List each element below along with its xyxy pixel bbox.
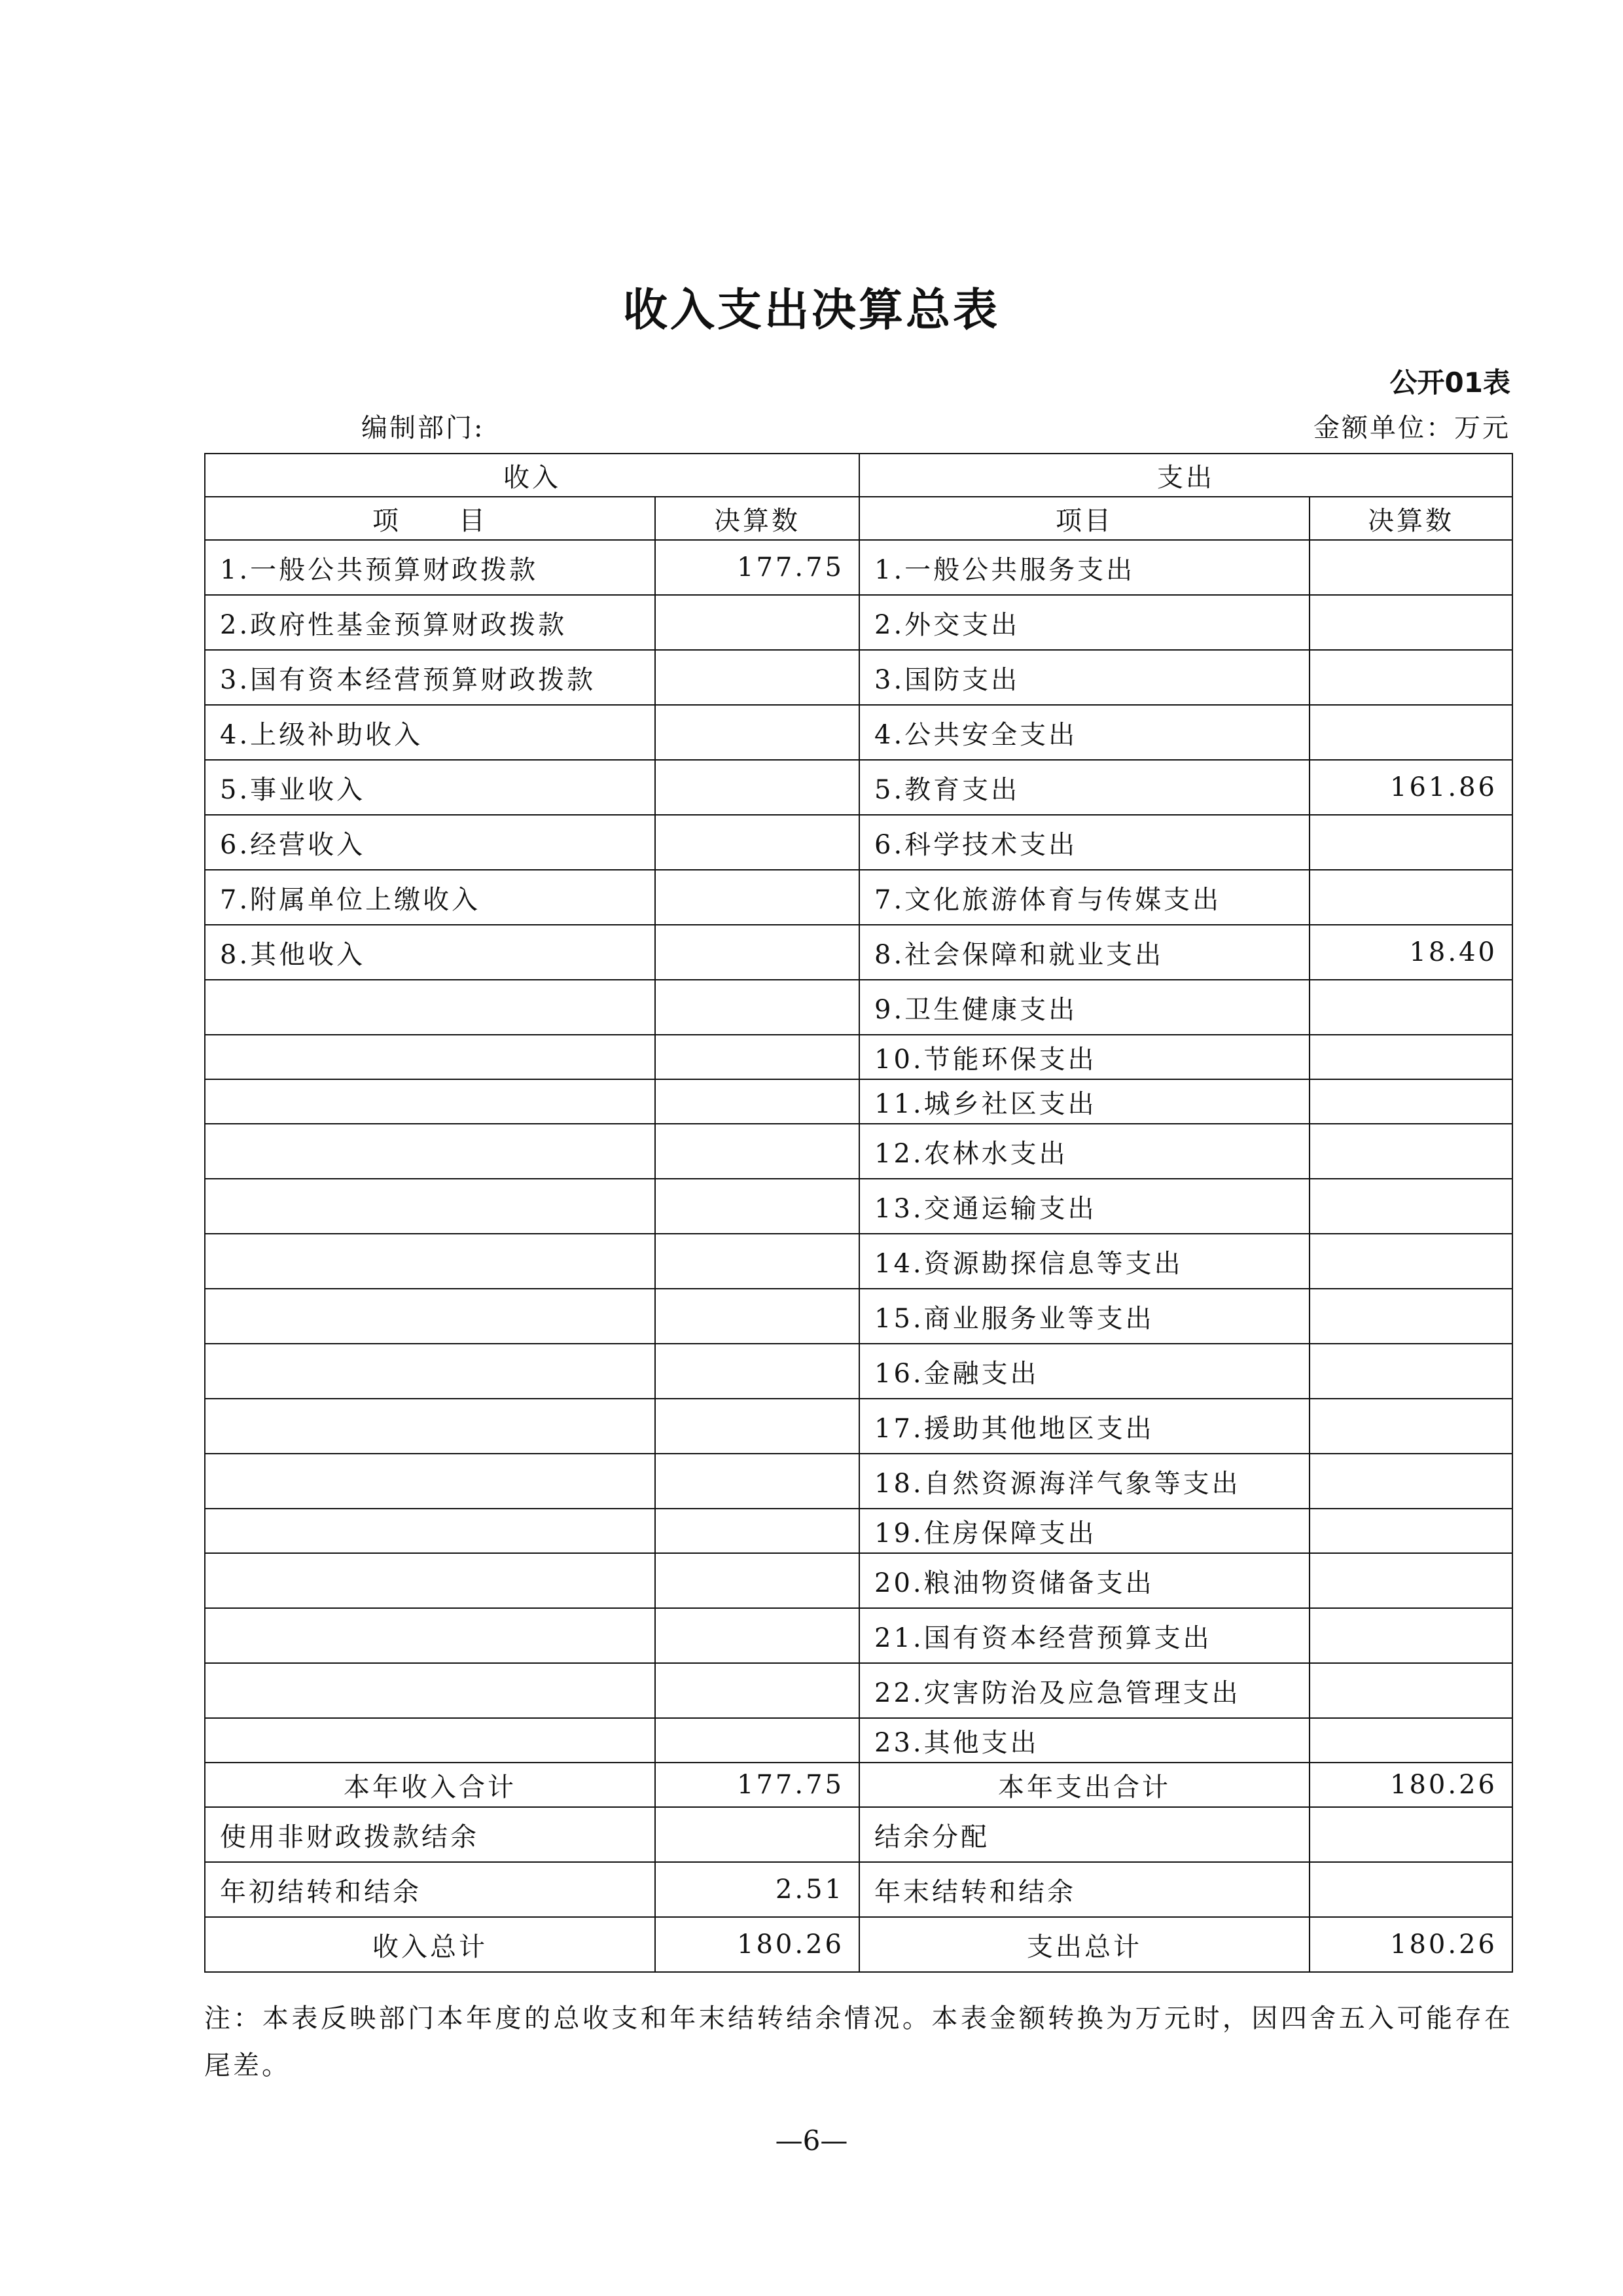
income-value-cell: 177.75 bbox=[655, 540, 859, 595]
year-income-label: 本年收入合计 bbox=[205, 1763, 655, 1807]
income-value-cell bbox=[655, 1509, 859, 1553]
income-value-cell bbox=[655, 760, 859, 815]
table-row bbox=[205, 1035, 1512, 1079]
income-item-cell bbox=[205, 1509, 655, 1553]
begin-balance-label: 年初结转和结余 bbox=[205, 1862, 655, 1917]
table-row bbox=[205, 1079, 1512, 1124]
income-item-cell: 8.其他收入 bbox=[205, 925, 655, 980]
expense-amount-header: 决算数 bbox=[1310, 497, 1512, 540]
begin-balance-value: 2.51 bbox=[655, 1862, 859, 1917]
expense-item-cell: 21.国有资本经营预算支出 bbox=[859, 1608, 1310, 1663]
income-item-cell bbox=[205, 1179, 655, 1234]
income-item-cell bbox=[205, 1234, 655, 1289]
income-value-cell bbox=[655, 650, 859, 705]
expense-value-cell bbox=[1310, 540, 1512, 595]
income-item-cell bbox=[205, 1454, 655, 1509]
income-value-cell bbox=[655, 1399, 859, 1454]
expense-item-cell: 22.灾害防治及应急管理支出 bbox=[859, 1663, 1310, 1718]
table-row bbox=[205, 815, 1512, 870]
income-total-label: 收入总计 bbox=[205, 1917, 655, 1972]
expense-value-cell bbox=[1310, 595, 1512, 650]
table-row bbox=[205, 1663, 1512, 1718]
income-value-cell bbox=[655, 1234, 859, 1289]
income-item-cell bbox=[205, 980, 655, 1035]
table-row bbox=[205, 705, 1512, 760]
expense-item-cell: 11.城乡社区支出 bbox=[859, 1079, 1310, 1124]
income-item-cell bbox=[205, 1035, 655, 1079]
expense-value-cell bbox=[1310, 1718, 1512, 1763]
expense-section-header: 支出 bbox=[859, 454, 1512, 497]
income-total-value: 180.26 bbox=[655, 1917, 859, 1972]
table-row bbox=[205, 1718, 1512, 1763]
expense-item-cell: 7.文化旅游体育与传媒支出 bbox=[859, 870, 1310, 925]
surplus-dist-label: 结余分配 bbox=[859, 1807, 1310, 1862]
expense-value-cell bbox=[1310, 1234, 1512, 1289]
income-item-cell: 4.上级补助收入 bbox=[205, 705, 655, 760]
expense-value-cell: 18.40 bbox=[1310, 925, 1512, 980]
document-title: 收入支出决算总表 bbox=[622, 285, 1000, 336]
expense-value-cell bbox=[1310, 1399, 1512, 1454]
end-balance-value bbox=[1310, 1862, 1512, 1917]
year-expense-label: 本年支出合计 bbox=[859, 1763, 1310, 1807]
expense-value-cell bbox=[1310, 815, 1512, 870]
table-row bbox=[205, 760, 1512, 815]
department-label: 编制部门: bbox=[361, 413, 485, 443]
expense-item-cell: 5.教育支出 bbox=[859, 760, 1310, 815]
expense-value-cell bbox=[1310, 1289, 1512, 1344]
income-value-cell bbox=[655, 870, 859, 925]
income-item-cell bbox=[205, 1399, 655, 1454]
expense-item-cell: 10.节能环保支出 bbox=[859, 1035, 1310, 1079]
expense-item-cell: 2.外交支出 bbox=[859, 595, 1310, 650]
expense-value-cell bbox=[1310, 1124, 1512, 1179]
income-item-header: 项 目 bbox=[205, 497, 655, 540]
expense-value-cell bbox=[1310, 1454, 1512, 1509]
table-row bbox=[205, 650, 1512, 705]
income-value-cell bbox=[655, 980, 859, 1035]
table-row bbox=[205, 1509, 1512, 1553]
income-value-cell bbox=[655, 1718, 859, 1763]
balance-row-1 bbox=[205, 1807, 1512, 1862]
income-value-cell bbox=[655, 1553, 859, 1608]
income-item-cell: 7.附属单位上缴收入 bbox=[205, 870, 655, 925]
expense-value-cell bbox=[1310, 1553, 1512, 1608]
income-value-cell bbox=[655, 1079, 859, 1124]
table-row bbox=[205, 1553, 1512, 1608]
expense-item-cell: 3.国防支出 bbox=[859, 650, 1310, 705]
income-value-cell bbox=[655, 1608, 859, 1663]
income-item-cell bbox=[205, 1608, 655, 1663]
table-row bbox=[205, 1344, 1512, 1399]
expense-item-cell: 13.交通运输支出 bbox=[859, 1179, 1310, 1234]
income-item-cell bbox=[205, 1079, 655, 1124]
expense-item-cell: 4.公共安全支出 bbox=[859, 705, 1310, 760]
expense-item-cell: 8.社会保障和就业支出 bbox=[859, 925, 1310, 980]
end-balance-label: 年末结转和结余 bbox=[859, 1862, 1310, 1917]
expense-total-value: 180.26 bbox=[1310, 1917, 1512, 1972]
non-fiscal-value bbox=[655, 1807, 859, 1862]
expense-total-label: 支出总计 bbox=[859, 1917, 1310, 1972]
table-row bbox=[205, 980, 1512, 1035]
page-number: —6— bbox=[775, 2125, 848, 2157]
year-total-row bbox=[205, 1763, 1512, 1807]
section-header-row bbox=[205, 454, 1512, 497]
table-row bbox=[205, 925, 1512, 980]
expense-value-cell bbox=[1310, 1608, 1512, 1663]
expense-value-cell bbox=[1310, 1179, 1512, 1234]
table-row bbox=[205, 870, 1512, 925]
income-item-cell bbox=[205, 1289, 655, 1344]
expense-value-cell bbox=[1310, 1079, 1512, 1124]
unit-label: 金额单位：万元 bbox=[1313, 413, 1510, 443]
expense-value-cell bbox=[1310, 650, 1512, 705]
income-value-cell bbox=[655, 1454, 859, 1509]
expense-value-cell: 161.86 bbox=[1310, 760, 1512, 815]
table-row bbox=[205, 1124, 1512, 1179]
income-value-cell bbox=[655, 1289, 859, 1344]
income-value-cell bbox=[655, 925, 859, 980]
year-income-value: 177.75 bbox=[655, 1763, 859, 1807]
income-section-header: 收入 bbox=[205, 454, 859, 497]
table-note: 注：本表反映部门本年度的总收支和年末结转结余情况。本表金额转换为万元时，因四舍五入可能存在尾差。 bbox=[204, 2003, 1513, 2081]
expense-item-cell: 12.农林水支出 bbox=[859, 1124, 1310, 1179]
income-value-cell bbox=[655, 595, 859, 650]
table-row bbox=[205, 1608, 1512, 1663]
surplus-dist-value bbox=[1310, 1807, 1512, 1862]
table-row bbox=[205, 1179, 1512, 1234]
expense-value-cell bbox=[1310, 1035, 1512, 1079]
income-value-cell bbox=[655, 1124, 859, 1179]
expense-item-cell: 14.资源勘探信息等支出 bbox=[859, 1234, 1310, 1289]
expense-item-cell: 20.粮油物资储备支出 bbox=[859, 1553, 1310, 1608]
expense-item-cell: 9.卫生健康支出 bbox=[859, 980, 1310, 1035]
expense-value-cell bbox=[1310, 1344, 1512, 1399]
income-item-cell: 2.政府性基金预算财政拨款 bbox=[205, 595, 655, 650]
expense-item-cell: 23.其他支出 bbox=[859, 1718, 1310, 1763]
expense-item-cell: 18.自然资源海洋气象等支出 bbox=[859, 1454, 1310, 1509]
income-expense-table bbox=[204, 453, 1513, 1973]
income-item-cell: 1.一般公共预算财政拨款 bbox=[205, 540, 655, 595]
expense-item-cell: 19.住房保障支出 bbox=[859, 1509, 1310, 1553]
expense-value-cell bbox=[1310, 1663, 1512, 1718]
table-row bbox=[205, 1399, 1512, 1454]
income-item-cell bbox=[205, 1553, 655, 1608]
income-value-cell bbox=[655, 705, 859, 760]
income-value-cell bbox=[655, 1344, 859, 1399]
expense-item-cell: 16.金融支出 bbox=[859, 1344, 1310, 1399]
expense-value-cell bbox=[1310, 870, 1512, 925]
expense-value-cell bbox=[1310, 705, 1512, 760]
table-row bbox=[205, 1289, 1512, 1344]
non-fiscal-label: 使用非财政拨款结余 bbox=[205, 1807, 655, 1862]
table-row bbox=[205, 1234, 1512, 1289]
expense-item-cell: 6.科学技术支出 bbox=[859, 815, 1310, 870]
income-item-cell bbox=[205, 1124, 655, 1179]
expense-item-header: 项目 bbox=[859, 497, 1310, 540]
expense-item-cell: 15.商业服务业等支出 bbox=[859, 1289, 1310, 1344]
table-row bbox=[205, 1454, 1512, 1509]
expense-item-cell: 1.一般公共服务支出 bbox=[859, 540, 1310, 595]
balance-row-2 bbox=[205, 1862, 1512, 1917]
income-item-cell: 3.国有资本经营预算财政拨款 bbox=[205, 650, 655, 705]
income-amount-header: 决算数 bbox=[655, 497, 859, 540]
income-value-cell bbox=[655, 1179, 859, 1234]
table-row bbox=[205, 540, 1512, 595]
grand-total-row bbox=[205, 1917, 1512, 1972]
expense-value-cell bbox=[1310, 1509, 1512, 1553]
expense-item-cell: 17.援助其他地区支出 bbox=[859, 1399, 1310, 1454]
income-item-cell: 6.经营收入 bbox=[205, 815, 655, 870]
income-value-cell bbox=[655, 1663, 859, 1718]
expense-value-cell bbox=[1310, 980, 1512, 1035]
income-item-cell bbox=[205, 1344, 655, 1399]
year-expense-value: 180.26 bbox=[1310, 1763, 1512, 1807]
form-number: 公开01表 bbox=[1389, 367, 1510, 399]
income-value-cell bbox=[655, 815, 859, 870]
income-item-cell bbox=[205, 1718, 655, 1763]
income-item-cell bbox=[205, 1663, 655, 1718]
income-item-cell: 5.事业收入 bbox=[205, 760, 655, 815]
table-row bbox=[205, 595, 1512, 650]
column-header-row bbox=[205, 497, 1512, 540]
income-value-cell bbox=[655, 1035, 859, 1079]
